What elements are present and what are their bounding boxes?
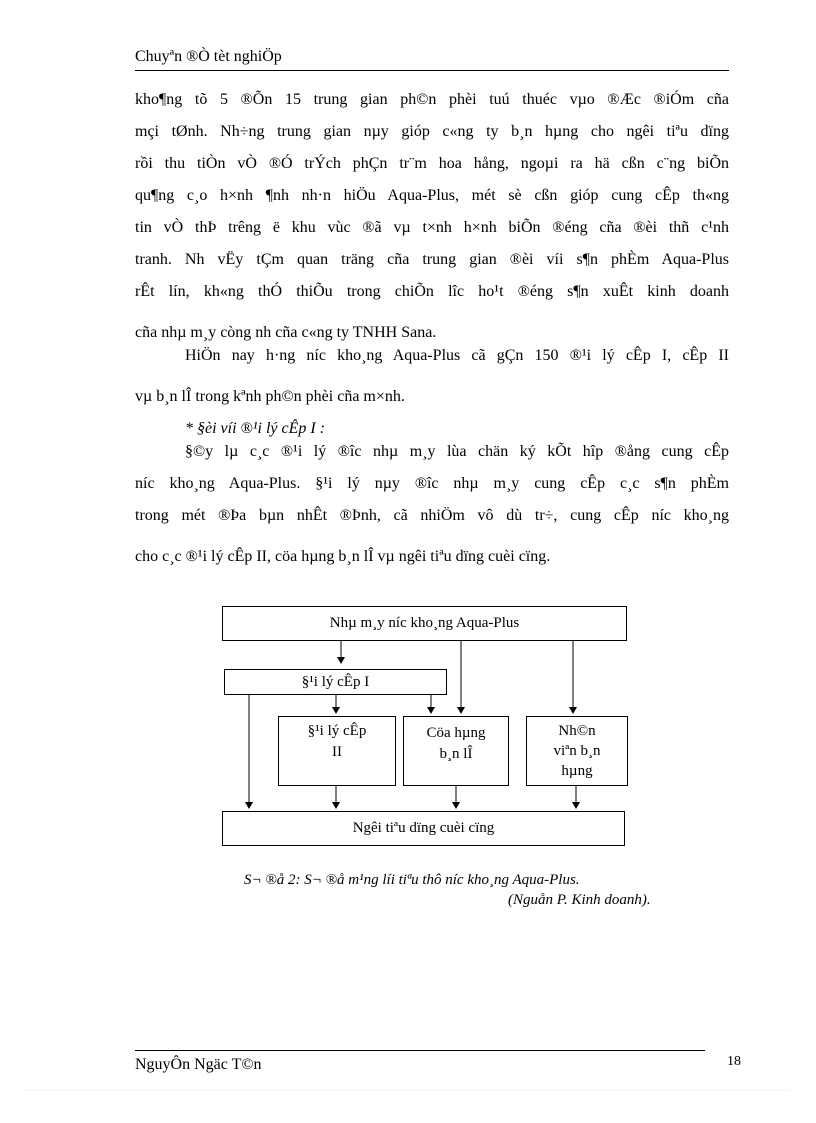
body-line-15: cho c¸c ®¹i lý cÊp II, cöa hµng b¸n lÎ vµ ngêi tiªu dïng cuèi cïng. [135, 548, 551, 565]
body-line-3: rồi thu tiÒn vÒ ®Ó trÝch phÇn tr¨m hoa hång, ngoµi ra hä cßn c¨ng biÕn [135, 155, 729, 172]
page-number: 18 [727, 1054, 741, 1069]
body-line-1: kho¶ng tõ 5 ®Õn 15 trung gian ph©n phèi tuú thuéc vµo ®Æc ®iÓm cña [135, 91, 729, 108]
body-line-2: mçi tØnh. Nh÷ng trung gian nµy gióp c«ng ty b¸n hµng cho ngêi tiªu dïng [135, 123, 729, 140]
section-subheading: * §èi víi ®¹i lý cÊp I : [185, 420, 326, 437]
body-line-7: rÊt lín, kh«ng thÓ thiÕu trong chiÕn lîc ho¹t ®éng s¶n xuÊt kinh doanh [135, 283, 729, 300]
body-line-12: §©y lµ c¸c ®¹i lý ®îc nhµ m¸y lùa chän ký kÕt hîp ®ång cung cÊp [185, 443, 729, 460]
sales-staff-label-2: viªn b¸n [553, 743, 601, 759]
body-line-14: trong mét ®Þa bµn nhÊt ®Þnh, cã nhiÖm vô dù tr÷, cung cÊp níc kho¸ng [135, 507, 729, 524]
consumer-box [222, 811, 625, 846]
retail-store-label-2: b¸n lÎ [439, 746, 473, 762]
retail-store-label-1: Cöa hµng [426, 725, 486, 741]
body-line-6: tranh. Nh vËy tÇm quan träng cña trung gian ®èi víi s¶n phÈm Aqua-Plus [135, 251, 729, 268]
sales-staff-label-3: hµng [561, 763, 593, 779]
consumer-label: Ngêi tiªu dïng cuèi cïng [352, 820, 495, 836]
diagram-source: (Nguån P. Kinh doanh). [508, 892, 651, 908]
agent-level1-label: §¹i lý cÊp I [301, 674, 370, 690]
body-line-5: tin vÒ thÞ trêng ë khu vùc ®ã vµ t×nh h×nh biÕn ®éng cña ®èi thñ c¹nh [135, 219, 729, 236]
agent-level2-label-1: §¹i lý cÊp [307, 723, 367, 739]
agent-level1-box [224, 669, 447, 695]
body-line-4: qu¶ng c¸o h×nh ¶nh nh·n hiÖu Aqua-Plus, mét sè cßn gióp cung cÊp th«ng [135, 187, 729, 204]
retail-store-box [403, 716, 509, 786]
sales-staff-label-1: Nh©n [558, 723, 596, 739]
footer-rule [135, 1050, 705, 1051]
agent-level2-label-2: II [332, 744, 342, 760]
author-name: NguyÔn Ngäc T©n [135, 1056, 262, 1073]
page-bottom-divider [25, 1090, 790, 1091]
agent-level2-box [278, 716, 396, 786]
running-header: Chuyªn ®Ò tèt nghiÖp [135, 48, 282, 65]
body-line-10: vµ b¸n lÎ trong kªnh ph©n phèi cña m×nh. [135, 388, 405, 405]
sales-staff-box [526, 716, 628, 786]
diagram-caption: S¬ ®å 2: S¬ ®å m¹ng líi tiªu thô níc kho¸ng Aqua-Plus. [244, 872, 580, 888]
factory-box [222, 606, 627, 641]
body-line-13: níc kho¸ng Aqua-Plus. §¹i lý nµy ®îc nhµ m¸y cung cÊp c¸c s¶n phÈm [135, 475, 729, 492]
body-line-8: cña nhµ m¸y còng nh cña c«ng ty TNHH Sana. [135, 324, 437, 341]
factory-label: Nhµ m¸y níc kho¸ng Aqua-Plus [329, 615, 520, 631]
body-line-9: HiÖn nay h·ng níc kho¸ng Aqua-Plus cã gÇn 150 ®¹i lý cÊp I, cÊp II [185, 347, 729, 364]
